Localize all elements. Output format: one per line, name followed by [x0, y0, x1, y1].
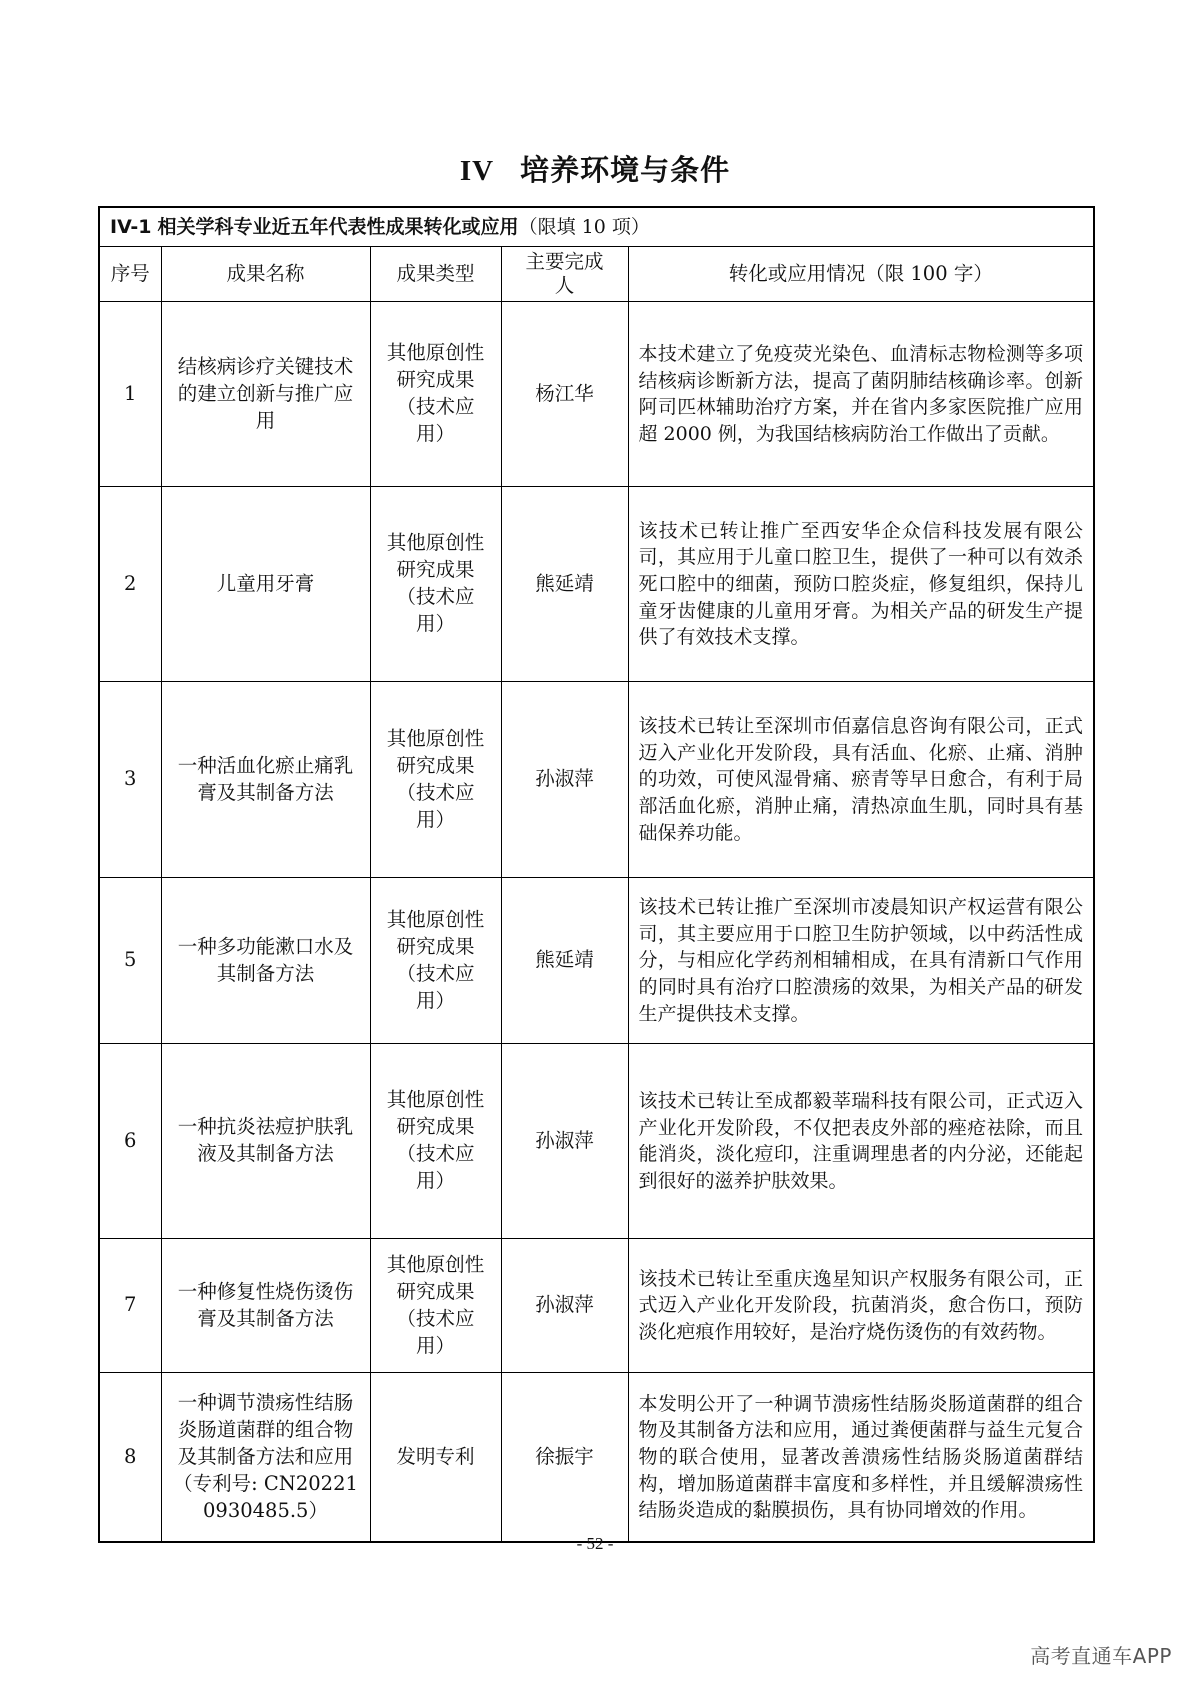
cell-usage: 该技术已转让推广至西安华企众信科技发展有限公司，其应用于儿童口腔卫生，提供了一种可以有效杀死口腔中的细菌，预防口腔炎症，修复组织，保持儿童牙齿健康的儿童用牙膏。为相关产品的研发生产提供了有效技术支撑。 [628, 487, 1094, 682]
cell-type: 其他原创性研究成果（技术应用） [370, 878, 501, 1044]
cell-name: 结核病诊疗关键技术的建立创新与推广应用 [161, 302, 370, 487]
table-row [99, 682, 1094, 878]
header-usage: 转化或应用情况（限 100 字） [628, 247, 1094, 302]
table-row [99, 302, 1094, 487]
cell-name: 一种活血化瘀止痛乳膏及其制备方法 [161, 682, 370, 878]
achievements-table [98, 206, 1095, 1543]
cell-name: 一种调节溃疡性结肠炎肠道菌群的组合物及其制备方法和应用（专利号: CN202210930485.5） [161, 1373, 370, 1543]
cell-type: 其他原创性研究成果（技术应用） [370, 682, 501, 878]
header-person: 主要完成人 [501, 247, 628, 302]
page-title [0, 148, 1190, 189]
table-row [99, 487, 1094, 682]
table-row [99, 1044, 1094, 1239]
table-row [99, 1239, 1094, 1373]
cell-usage: 本技术建立了免疫荧光染色、血清标志物检测等多项结核病诊断新方法，提高了菌阴肺结核确诊率。创新阿司匹林辅助治疗方案，并在省内多家医院推广应用超 2000 例，为我国结核病防治工作做出了贡献。 [628, 302, 1094, 487]
cell-type: 其他原创性研究成果（技术应用） [370, 302, 501, 487]
cell-type: 其他原创性研究成果（技术应用） [370, 487, 501, 682]
cell-person: 杨江华 [501, 302, 628, 487]
cell-usage: 该技术已转让推广至深圳市凌晨知识产权运营有限公司，其主要应用于口腔卫生防护领域，以中药活性成分，与相应化学药剂相辅相成，在具有清新口气作用的同时具有治疗口腔溃疡的效果，为相关产品的研发生产提供技术支撑。 [628, 878, 1094, 1044]
section-header-row [99, 207, 1094, 247]
header-name: 成果名称 [161, 247, 370, 302]
section-code: IV-1 [110, 216, 152, 238]
cell-seq: 2 [99, 487, 161, 682]
cell-usage: 本发明公开了一种调节溃疡性结肠炎肠道菌群的组合物及其制备方法和应用，通过粪便菌群与益生元复合物的联合使用，显著改善溃疡性结肠炎肠道菌群结构，增加肠道菌群丰富度和多样性，并且缓解溃疡性结肠炎造成的黏膜损伤，具有协同增效的作用。 [628, 1373, 1094, 1543]
cell-seq: 8 [99, 1373, 161, 1543]
cell-type: 其他原创性研究成果（技术应用） [370, 1239, 501, 1373]
cell-person: 孙淑萍 [501, 682, 628, 878]
cell-name: 儿童用牙膏 [161, 487, 370, 682]
cell-seq: 7 [99, 1239, 161, 1373]
cell-usage: 该技术已转让至深圳市佰嘉信息咨询有限公司，正式迈入产业化开发阶段，具有活血、化瘀、止痛、消肿的功效，可使风湿骨痛、瘀青等早日愈合，有利于局部活血化瘀，消肿止痛，清热凉血生肌，同时具有基础保养功能。 [628, 682, 1094, 878]
cell-person: 徐振宇 [501, 1373, 628, 1543]
watermark-text: 高考直通车APP [1030, 1644, 1172, 1668]
section-note: （限填 10 项） [518, 216, 650, 238]
cell-type: 发明专利 [370, 1373, 501, 1543]
section-title: 相关学科专业近五年代表性成果转化或应用 [157, 216, 519, 238]
cell-person: 孙淑萍 [501, 1044, 628, 1239]
cell-person: 熊延靖 [501, 487, 628, 682]
cell-name: 一种抗炎祛痘护肤乳液及其制备方法 [161, 1044, 370, 1239]
page-number: - 52 - [576, 1534, 614, 1553]
cell-person: 孙淑萍 [501, 1239, 628, 1373]
section-header [99, 207, 1094, 247]
cell-seq: 1 [99, 302, 161, 487]
cell-name: 一种修复性烧伤烫伤膏及其制备方法 [161, 1239, 370, 1373]
cell-usage: 该技术已转让至成都毅莘瑞科技有限公司，正式迈入产业化开发阶段，不仅把表皮外部的痤疮祛除，而且能消炎，淡化痘印，注重调理患者的内分泌，还能起到很好的滋养护肤效果。 [628, 1044, 1094, 1239]
header-seq: 序号 [99, 247, 161, 302]
table-row [99, 878, 1094, 1044]
table-header-row [99, 247, 1094, 302]
cell-seq: 5 [99, 878, 161, 1044]
cell-name: 一种多功能漱口水及其制备方法 [161, 878, 370, 1044]
cell-type: 其他原创性研究成果（技术应用） [370, 1044, 501, 1239]
cell-seq: 6 [99, 1044, 161, 1239]
page-title-text: 培养环境与条件 [520, 153, 731, 187]
cell-seq: 3 [99, 682, 161, 878]
table-row [99, 1373, 1094, 1543]
cell-person: 熊延靖 [501, 878, 628, 1044]
cell-usage: 该技术已转让至重庆逸星知识产权服务有限公司，正式迈入产业化开发阶段，抗菌消炎，愈合伤口，预防淡化疤痕作用较好，是治疗烧伤烫伤的有效药物。 [628, 1239, 1094, 1373]
page-title-number: IV [459, 155, 495, 187]
header-type: 成果类型 [370, 247, 501, 302]
